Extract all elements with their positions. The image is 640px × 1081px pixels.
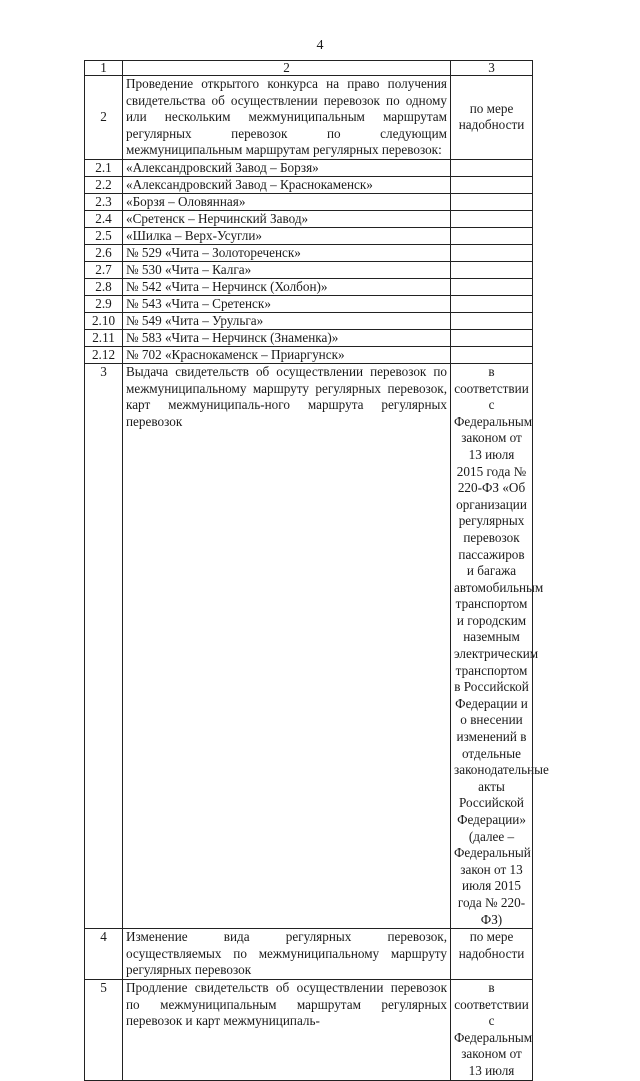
row-number: 2.12 [85, 346, 123, 363]
row-number: 2.1 [85, 159, 123, 176]
table-row [85, 176, 533, 193]
row-description: № 549 «Чита – Урульга» [123, 312, 451, 329]
header-col-3: 3 [451, 61, 533, 76]
table-header-row [85, 61, 533, 76]
row-description: № 542 «Чита – Нерчинск (Холбон)» [123, 278, 451, 295]
row-description: № 702 «Краснокаменск – Приаргунск» [123, 346, 451, 363]
table-row [85, 979, 533, 1080]
row-term [451, 295, 533, 312]
measures-table [84, 60, 549, 1081]
row-number: 2.8 [85, 278, 123, 295]
row-term [451, 176, 533, 193]
table-row [85, 295, 533, 312]
row-description: Изменение вида регулярных перевозок, осуществляемых по межмуниципальному маршруту регулярных перевозок [123, 929, 451, 980]
row-number: 2 [85, 76, 123, 160]
header-col-2: 2 [123, 61, 451, 76]
table-row [85, 312, 533, 329]
table-row [85, 159, 533, 176]
row-number: 3 [85, 363, 123, 928]
table-row [85, 227, 533, 244]
table-row [85, 929, 533, 980]
row-description: № 583 «Чита – Нерчинск (Знаменка)» [123, 329, 451, 346]
table-row [85, 278, 533, 295]
row-term [451, 193, 533, 210]
row-description: № 543 «Чита – Сретенск» [123, 295, 451, 312]
row-description: Продление свидетельств об осуществлении перевозок по межмуниципальным маршрутам регулярных перевозок и карт межмуниципаль- [123, 979, 451, 1080]
table-row [85, 193, 533, 210]
row-description: Выдача свидетельств об осуществлении перевозок по межмуниципальному маршруту регулярных перевозок, карт межмуниципаль-ного маршрута регулярных перевозок [123, 363, 451, 928]
row-term: по мере надобности [451, 929, 533, 980]
row-number: 5 [85, 979, 123, 1080]
row-number: 2.7 [85, 261, 123, 278]
row-description: «Борзя – Оловянная» [123, 193, 451, 210]
row-term: в соответствии с Федеральным законом от 13 июля 2015 года № 220-ФЗ «Об организации регулярных перевозок пассажиров и багажа автомобильным транспортом и городским наземным электрическим транспортом в Российской Федерации и о внесении изменений в отдельные законодательные акты Российской Федерации» (далее – Федеральный закон от 13 июля 2015 года № 220-ФЗ) [451, 363, 533, 928]
page-number: 4 [316, 38, 324, 53]
row-term [451, 227, 533, 244]
table-row [85, 363, 533, 928]
row-term [451, 261, 533, 278]
row-number: 2.4 [85, 210, 123, 227]
table-row [85, 346, 533, 363]
header-col-1: 1 [85, 61, 123, 76]
row-term [451, 312, 533, 329]
row-description: № 530 «Чита – Калга» [123, 261, 451, 278]
table-row [85, 244, 533, 261]
row-term [451, 329, 533, 346]
row-description: «Шилка – Верх-Усугли» [123, 227, 451, 244]
row-number: 2.9 [85, 295, 123, 312]
row-description: «Александровский Завод – Борзя» [123, 159, 451, 176]
row-term: в соответствии с Федеральным законом от 13 июля [451, 979, 533, 1080]
table-row [85, 210, 533, 227]
row-term [451, 210, 533, 227]
row-term [451, 159, 533, 176]
row-term [451, 278, 533, 295]
row-number: 4 [85, 929, 123, 980]
row-number: 2.2 [85, 176, 123, 193]
row-number: 2.3 [85, 193, 123, 210]
row-term [451, 244, 533, 261]
row-number: 2.11 [85, 329, 123, 346]
table-row [85, 329, 533, 346]
row-number: 2.6 [85, 244, 123, 261]
row-number: 2.5 [85, 227, 123, 244]
row-number: 2.10 [85, 312, 123, 329]
row-description: № 529 «Чита – Золотореченск» [123, 244, 451, 261]
row-term [451, 346, 533, 363]
row-term: по мере надобности [451, 76, 533, 160]
row-description: «Александровский Завод – Краснокаменск» [123, 176, 451, 193]
table-row [85, 76, 533, 160]
table-row [85, 261, 533, 278]
row-description: Проведение открытого конкурса на право получения свидетельства об осуществлении перевозок по одному или нескольким межмуниципальным маршрутам регулярных перевозок по следующим межмуниципальным маршрутам регулярных перевозок: [123, 76, 451, 160]
row-description: «Сретенск – Нерчинский Завод» [123, 210, 451, 227]
